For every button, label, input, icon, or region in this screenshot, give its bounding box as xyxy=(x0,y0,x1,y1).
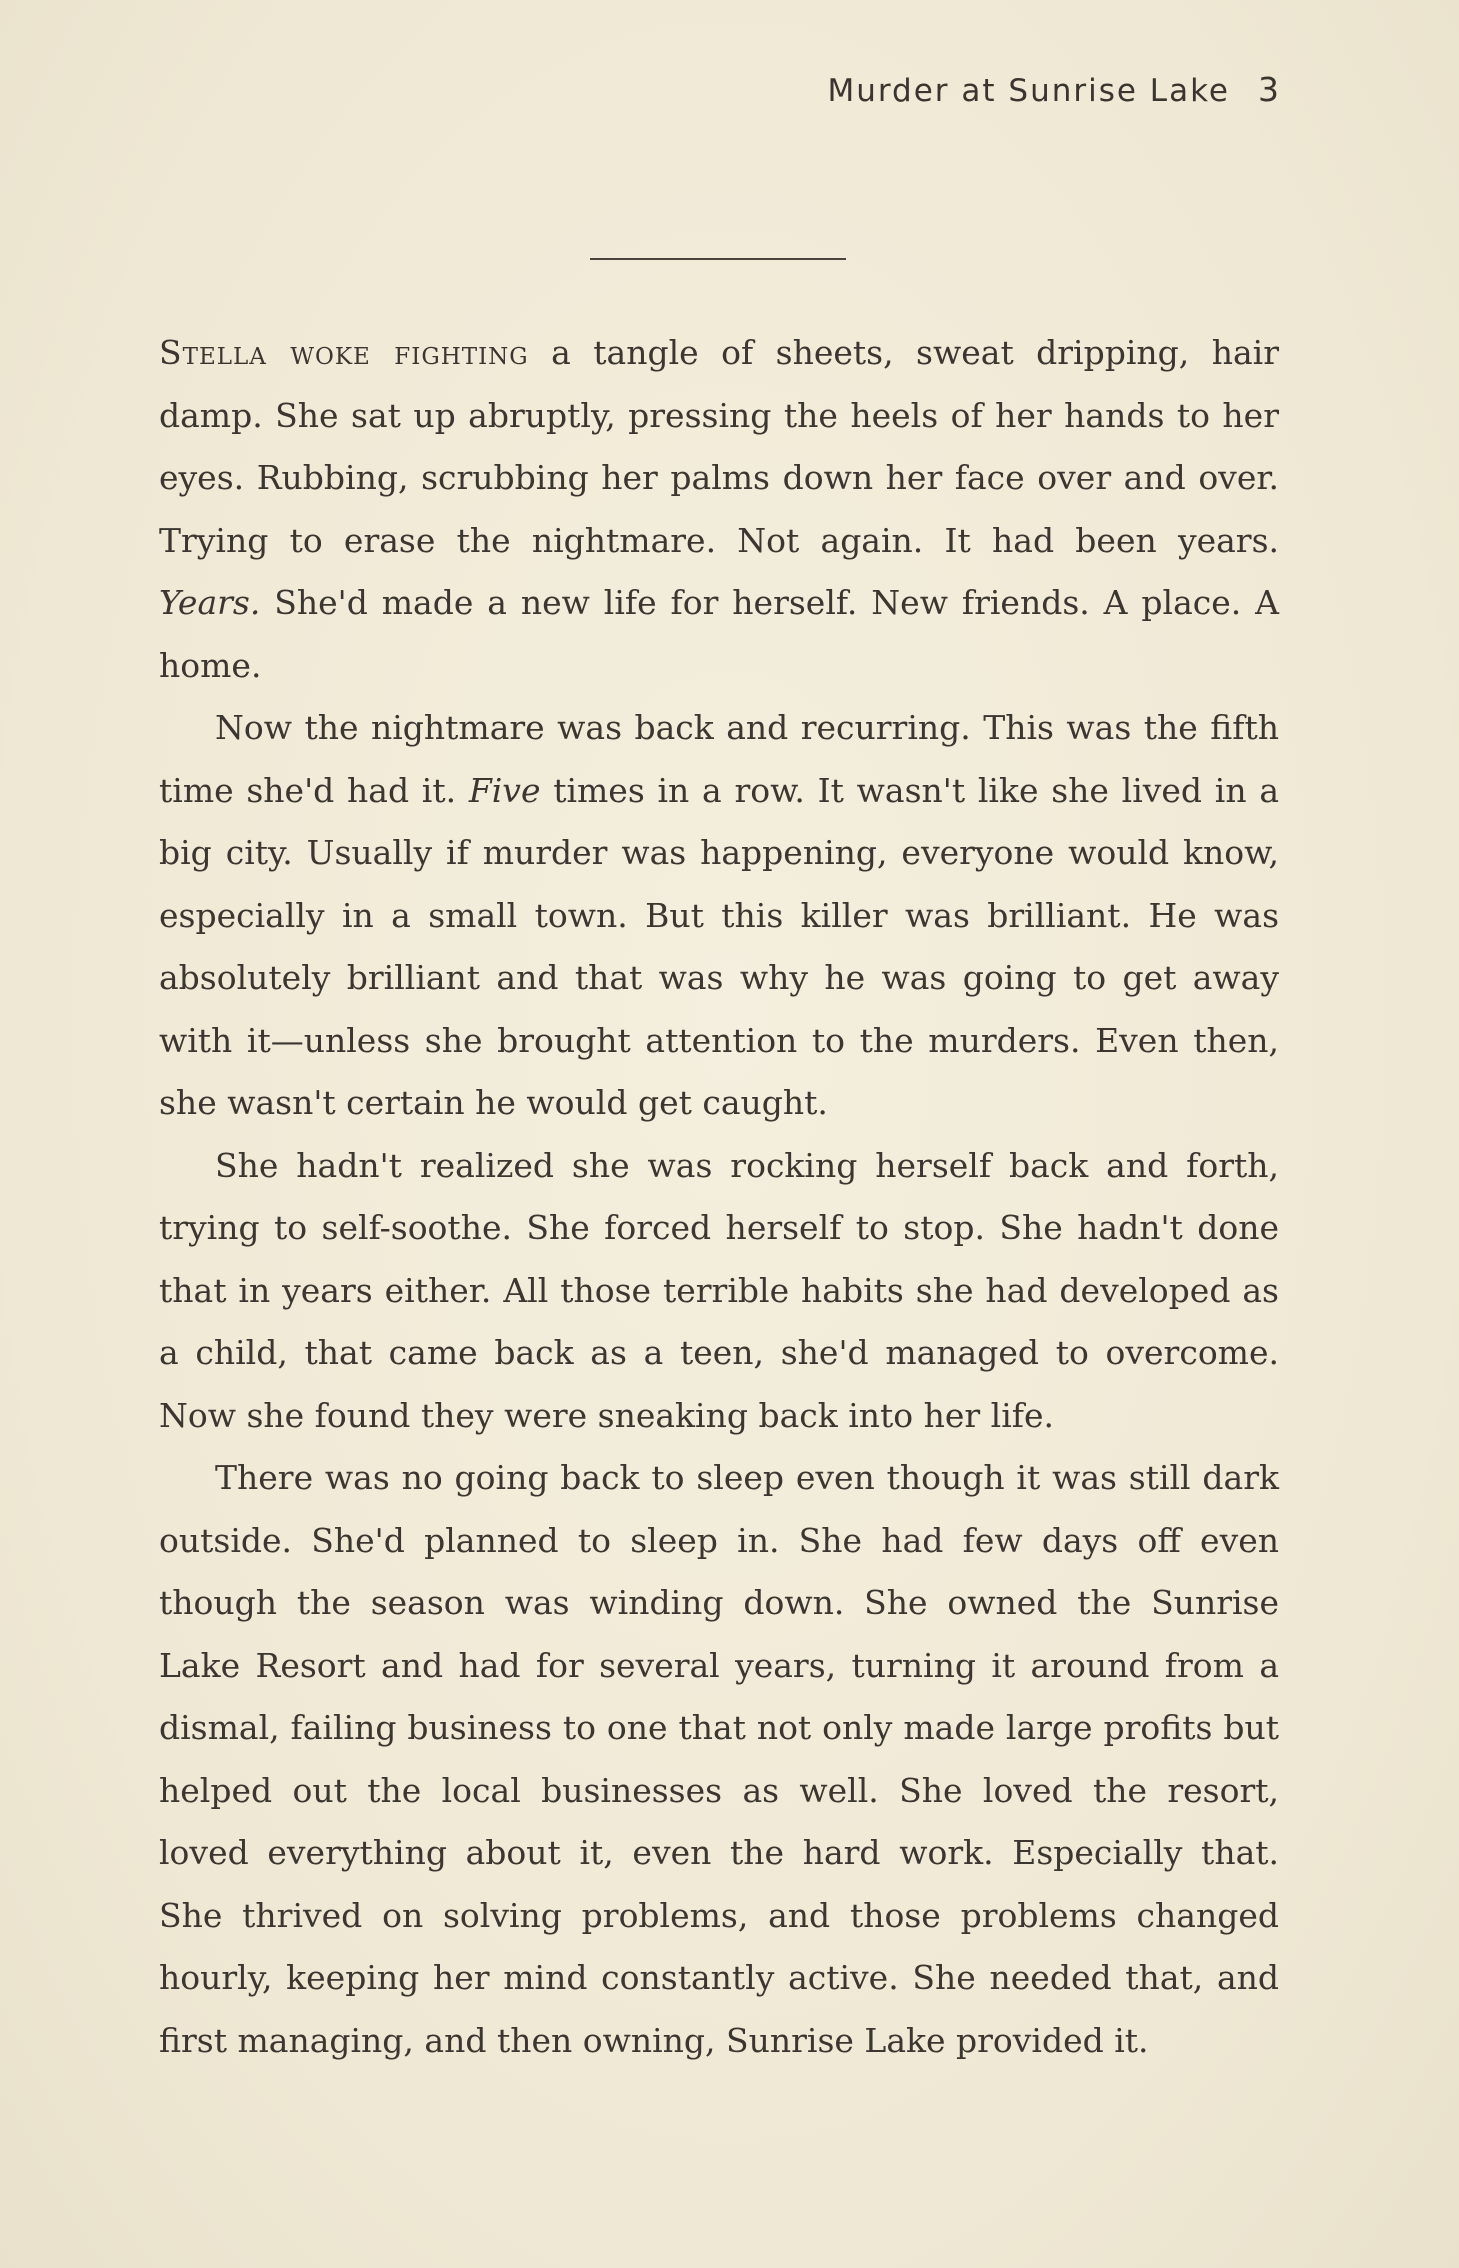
opening-smallcaps: Stella woke fighting xyxy=(159,333,529,372)
page-number: 3 xyxy=(1258,70,1281,109)
paragraph-text: times in a row. It wasn't like she lived in a big city. Usually if murder was happening, everyone would know, especially in a small town. But this killer was brilliant. He was absolutely brilliant and that was why he was going to get away with it—unless she brought attention to the murders. Even then, she wasn't certain he would get caught. xyxy=(159,770,1279,1122)
italic-emphasis: Five xyxy=(468,770,541,810)
running-head xyxy=(827,70,1281,109)
book-title: Murder at Sunrise Lake xyxy=(827,73,1230,109)
paragraph-text: She'd made a new life for herself. New friends. A place. A home. xyxy=(159,583,1279,685)
paragraph-4 xyxy=(159,1447,1279,2072)
body-text xyxy=(159,322,1279,2072)
paragraph-3 xyxy=(159,1135,1279,1448)
paragraph-text: She hadn't realized she was rocking herself back and forth, trying to self-soothe. She forced herself to stop. She hadn't done that in years either. All those terrible habits she had developed as a child, that came back as a teen, she'd managed to overcome. Now she found they were sneaking back into her life. xyxy=(159,1145,1279,1435)
paragraph-2 xyxy=(159,697,1279,1135)
paragraph-text: Now the nightmare was back and recurring. This was the fifth time she'd had it. xyxy=(159,708,1279,810)
paragraph-text: a tangle of sheets, sweat dripping, hair damp. She sat up abruptly, pressing the heels of her hands to her eyes. Rubbing, scrubbing her palms down her face over and over. Trying to erase the nightmare. Not again. It had been years. xyxy=(159,333,1279,560)
section-divider xyxy=(590,258,846,260)
paragraph-1 xyxy=(159,322,1279,697)
italic-emphasis: Years. xyxy=(159,583,261,622)
paragraph-text: There was no going back to sleep even though it was still dark outside. She'd planned to sleep in. She had few days off even though the season was winding down. She owned the Sunrise Lake Resort and had for several years, turning it around from a dismal, failing business to one that not only made large profits but helped out the local businesses as well. She loved the resort, loved everything about it, even the hard work. Especially that. She thrived on solving problems, and those problems changed hourly, keeping her mind constantly active. She needed that, and first managing, and then owning, Sunrise Lake provided it. xyxy=(159,1458,1279,2060)
